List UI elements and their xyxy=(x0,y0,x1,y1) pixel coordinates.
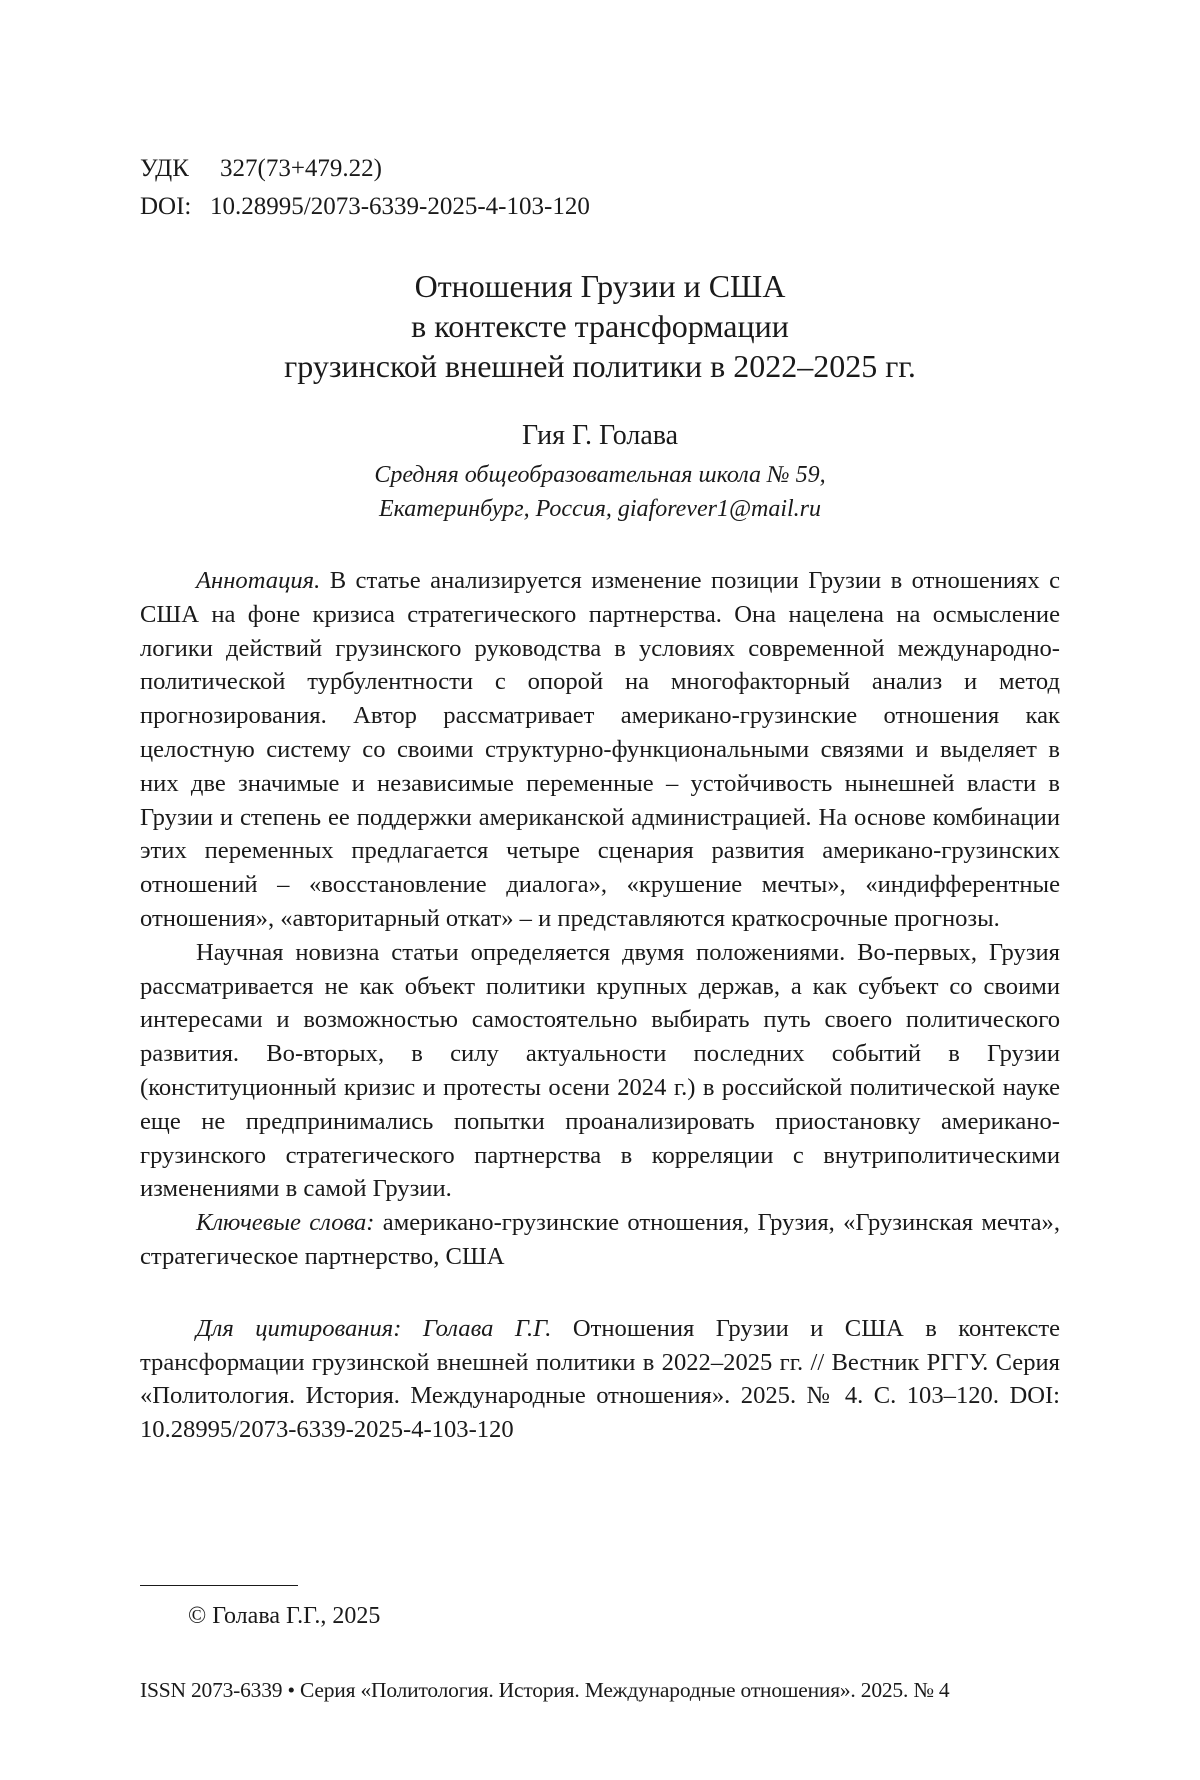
keywords-label: Ключевые слова: xyxy=(196,1209,375,1237)
keywords-paragraph xyxy=(140,1206,1060,1274)
page-footer: ISSN 2073-6339 • Серия «Политология. История. Международные отношения». 2025. № 4 xyxy=(140,1678,950,1702)
novelty-paragraph: Научная новизна статьи определяется двумя положениями. Во-первых, Грузия рассматривается не как объект политики крупных держав, а как субъект со своими интересами и возможностью самостоятельно выбирать путь своего политического развития. Во-вторых, в силу актуальности последних событий в Грузии (конституционный кризис и протесты осени 2024 г.) в российской политической науке еще не предпринимались попытки проанализировать приостановку американо-грузинского стратегического партнерства в корреляции с внутриполитическими изменениями в самой Грузии. xyxy=(140,938,1060,1203)
article-title xyxy=(140,266,1060,386)
title-line-1: Отношения Грузии и США xyxy=(414,268,786,304)
doi-value: 10.28995/2073-6339-2025-4-103-120 xyxy=(210,193,590,220)
author-affiliation xyxy=(140,458,1060,526)
udk-line xyxy=(140,150,1060,188)
article-page xyxy=(140,150,1060,1472)
affiliation-line-1: Средняя общеобразовательная школа № 59, xyxy=(374,462,826,488)
title-line-2: в контексте трансформации xyxy=(411,308,789,344)
affiliation-line-2: Екатеринбург, Россия, giaforever1@mail.ru xyxy=(378,496,822,522)
citation-paragraph xyxy=(140,1312,1060,1447)
citation-label: Для цитирования: Голава Г.Г. xyxy=(196,1314,552,1342)
udk-value: 327(73+479.22) xyxy=(220,155,382,182)
citation-text: Отношения Грузии и США в контексте трансформации грузинской внешней политики в 2022–2025 гг. // Вестник РГГУ. Серия «Политология. История. Международные отношения». 2025. № 4. С. 103–120. DOI: 10.28995/2073-6339-2025-4-103-120 xyxy=(140,1314,1061,1444)
abstract-paragraph xyxy=(140,564,1060,936)
abstract-text: В статье анализируется изменение позиции Грузии в отношениях с США на фоне кризиса стратегического партнерства. Она нацелена на осмысление логики действий грузинского руководства в условиях современной международно-политической турбулентности с опорой на многофакторный анализ и метод прогнозирования. Автор рассматривает американо-грузинские отношения как целостную систему со своими структурно-функциональными связями и выделяет в них две значимые и независимые переменные – устойчивость нынешней власти в Грузии и степень ее поддержки американской администрацией. На основе комбинации этих переменных предлагается четыре сценария развития американо-грузинских отношений – «восстановление диалога», «крушение мечты», «индифферентные отношения», «авторитарный откат» – и представляются краткосрочные прогнозы. xyxy=(140,567,1060,932)
author-name: Гия Г. Голава xyxy=(521,420,679,451)
abstract-block xyxy=(140,564,1060,1274)
doi-line xyxy=(140,188,1060,226)
copyright-note: © Голава Г.Г., 2025 xyxy=(188,1603,381,1629)
title-line-3: грузинской внешней политики в 2022–2025 гг. xyxy=(284,348,916,384)
footnote-divider xyxy=(140,1585,298,1586)
keywords-text: американо-грузинские отношения, Грузия, «Грузинская мечта», стратегическое партнерство, США xyxy=(140,1209,1060,1270)
doi-label: DOI: xyxy=(140,193,192,220)
abstract-label: Аннотация. xyxy=(196,567,321,594)
udk-label: УДК xyxy=(140,155,189,182)
